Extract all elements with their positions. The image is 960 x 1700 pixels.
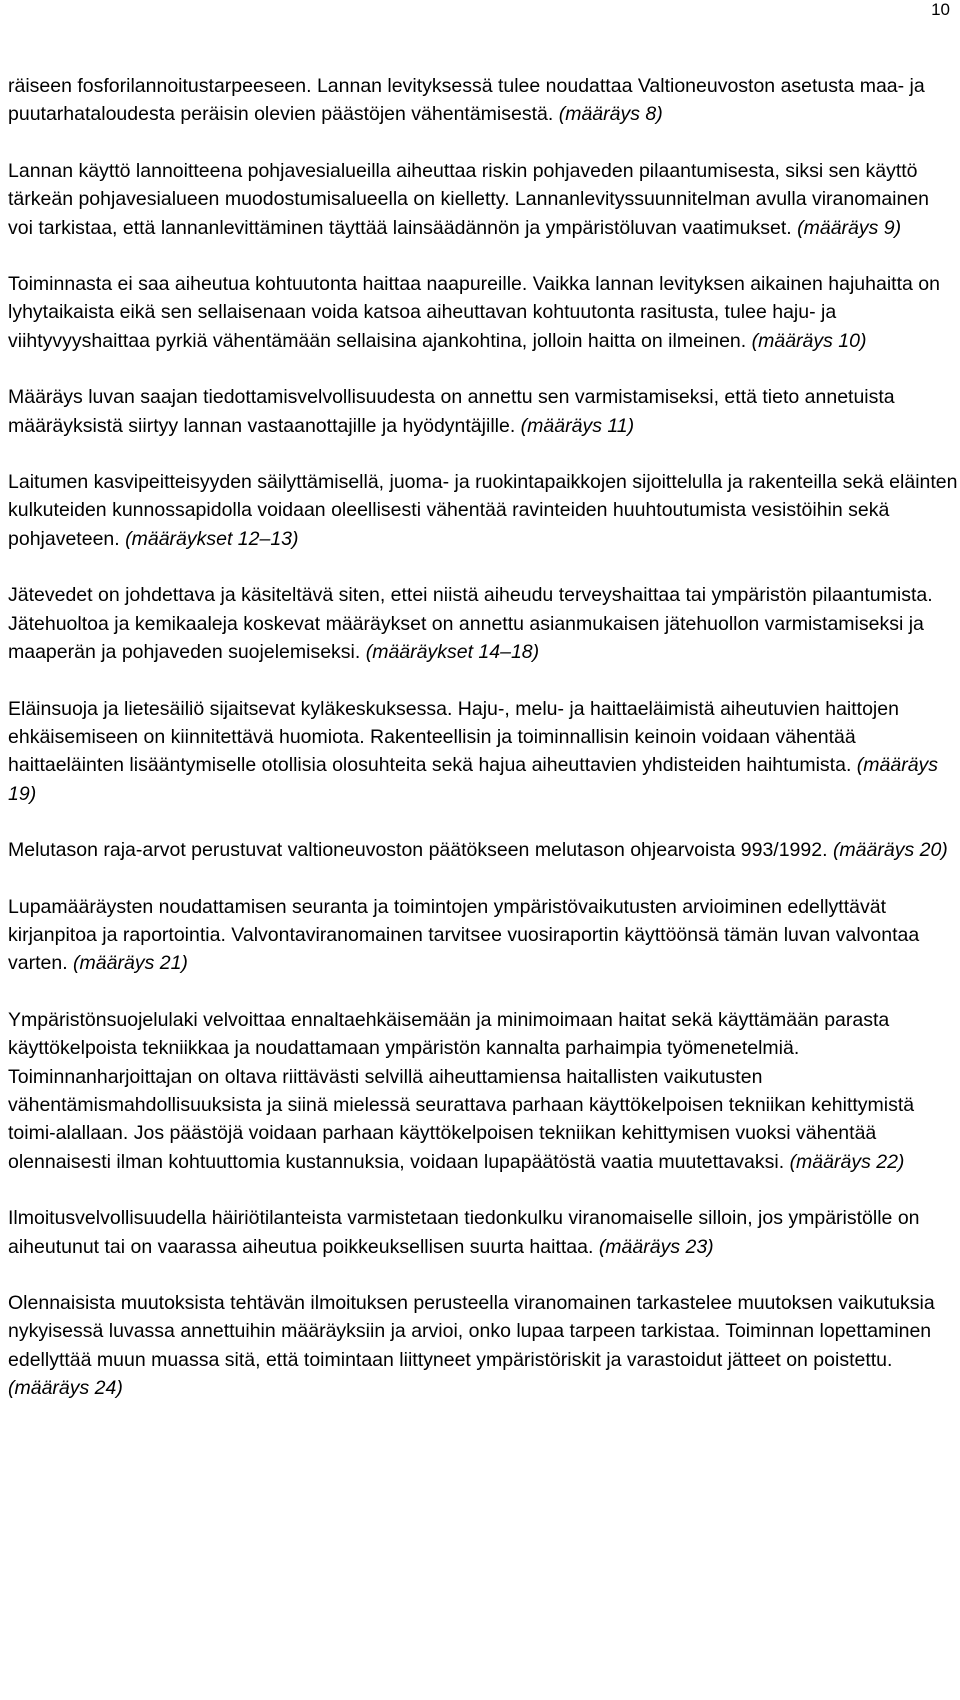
paragraph-text: Laitumen kasvipeitteisyyden säilyttämisellä, juoma- ja ruokintapaikkojen sijoittelulla ja rakenteilla sekä eläinten kulkuteiden kunnossapidolla voidaan oleellisesti vähentää ravinteiden huuhtoutumista vesistöihin sekä pohjaveteen. (8, 471, 958, 550)
paragraph-text: Toiminnasta ei saa aiheutua kohtuutonta haittaa naapureille. Vaikka lannan levityksen aikainen hajuhaitta on lyhytaikaista eikä sen sellaisenaan voida katsoa aiheuttavan kohtuutonta rasitusta, tulee haju- ja viihtyvyyshaittaa pyrkiä vähentämään sellaisina ajankohtina, jolloin haitta on ilmeinen. (8, 273, 940, 352)
paragraph (8, 1006, 958, 1176)
paragraph-text: Lupamääräysten noudattamisen seuranta ja toimintojen ympäristövaikutusten arvioiminen edellyttävät kirjanpitoa ja raportointia. Valvontaviranomainen tarvitsee vuosiraportin käyttöönsä tämän luvan valvontaa varten. (8, 895, 920, 975)
paragraph (8, 270, 958, 355)
regulation-reference: (määräys 23) (598, 1235, 714, 1258)
paragraph (8, 383, 958, 440)
paragraph-text: räiseen fosforilannoitustarpeeseen. Lannan levityksessä tulee noudattaa Valtioneuvoston asetusta maa- ja puutarhataloudesta peräisin olevien päästöjen vähentämisestä. (8, 75, 925, 126)
paragraph-text: Jätevedet on johdettava ja käsiteltävä siten, ettei niistä aiheudu terveyshaittaa tai ympäristön pilaantumista. Jätehuoltoa ja kemikaaleja koskevat määräykset on annettu asianmukaisen jätehuollon varmistamiseksi ja maaperän ja pohjaveden suojelemiseksi. (8, 584, 933, 664)
paragraph (8, 581, 958, 666)
paragraph (8, 1289, 958, 1403)
paragraph (8, 72, 958, 129)
paragraph-text: Olennaisista muutoksista tehtävän ilmoituksen perusteella viranomainen tarkastelee muutoksen vaikutuksia nykyisessä luvassa annettuihin määräyksiin ja arvioi, onko lupaa tarpeen tarkistaa. Toiminnan lopettaminen edellyttää muun muassa sitä, että toimintaan liittyneet ympäristöriskit ja varastoidut jätteet on poistettu. (8, 1292, 935, 1371)
paragraph-text: Lannan käyttö lannoitteena pohjavesialueilla aiheuttaa riskin pohjaveden pilaantumisesta, siksi sen käyttö tärkeän pohjavesialueen muodostumisalueella on kielletty. Lannanlevityssuunnitelman avulla viranomainen voi tarkistaa, että lannanlevittäminen täyttää lainsäädännön ja ympäristöluvan vaatimukset. (8, 159, 930, 239)
paragraph (8, 893, 958, 978)
regulation-reference: (määräys 24) (8, 1377, 123, 1400)
paragraph-text: Ympäristönsuojelulaki velvoittaa ennaltaehkäisemään ja minimoimaan haitat sekä käyttämään parasta käyttökelpoista tekniikkaa ja noudattamaan ympäristön kannalta parhaimpia työmenetelmiä. Toiminnanharjoittajan on oltava riittävästi selvillä aiheuttamiensa haitallisten vaikutusten vähentämismahdollisuuksista ja siinä mielessä seurattava parhaan käyttökelpoisen tekniikan kehittymistä toimi-alallaan. Jos päästöjä voidaan parhaan käyttökelpoisen tekniikan kehittymisen vuoksi vähentää olennaisesti ilman kohtuuttomia kustannuksia, voidaan lupapäätöstä vaatia muutettavaksi. (8, 1008, 915, 1173)
regulation-reference: (määräys 20) (832, 839, 948, 862)
regulation-reference: (määräys 21) (73, 952, 188, 975)
regulation-reference: (määräys 10) (751, 329, 867, 352)
page-number: 10 (931, 0, 950, 19)
regulation-reference: (määräys 19) (8, 754, 939, 805)
paragraph-text: Määräys luvan saajan tiedottamisvelvollisuudesta on annettu sen varmistamiseksi, että tieto annetuista määräyksistä siirtyy lannan vastaanottajille ja hyödyntäjille. (8, 386, 895, 437)
document-body (8, 72, 958, 1431)
regulation-reference: (määräys 11) (520, 414, 635, 437)
paragraph-text: Melutason raja-arvot perustuvat valtioneuvoston päätökseen melutason ohjearvoista 993/1992. (8, 839, 828, 862)
regulation-reference: (määräykset 14–18) (365, 641, 540, 664)
regulation-reference: (määräys 9) (797, 216, 902, 239)
paragraph-text: Eläinsuoja ja lietesäiliö sijaitsevat kyläkeskuksessa. Haju-, melu- ja haittaeläimistä aiheutuvien haittojen ehkäisemiseen on kiinnitettävä huomiota. Rakenteellisin ja toiminnallisin keinoin voidaan vähentää haittaeläinten lisääntymiselle otollisia olosuhteita sekä hajua aiheuttavien yhdisteiden haihtumista. (8, 697, 899, 777)
regulation-reference: (määräykset 12–13) (125, 527, 299, 550)
regulation-reference: (määräys 8) (558, 103, 663, 126)
regulation-reference: (määräys 22) (789, 1150, 905, 1173)
paragraph (8, 695, 958, 809)
paragraph (8, 836, 958, 864)
paragraph (8, 1204, 958, 1261)
paragraph (8, 468, 958, 553)
paragraph (8, 157, 958, 242)
paragraph-text: Ilmoitusvelvollisuudella häiriötilanteista varmistetaan tiedonkulku viranomaiselle silloin, jos ympäristölle on aiheutunut tai on vaarassa aiheutua poikkeuksellisen suurta haittaa. (8, 1207, 920, 1258)
